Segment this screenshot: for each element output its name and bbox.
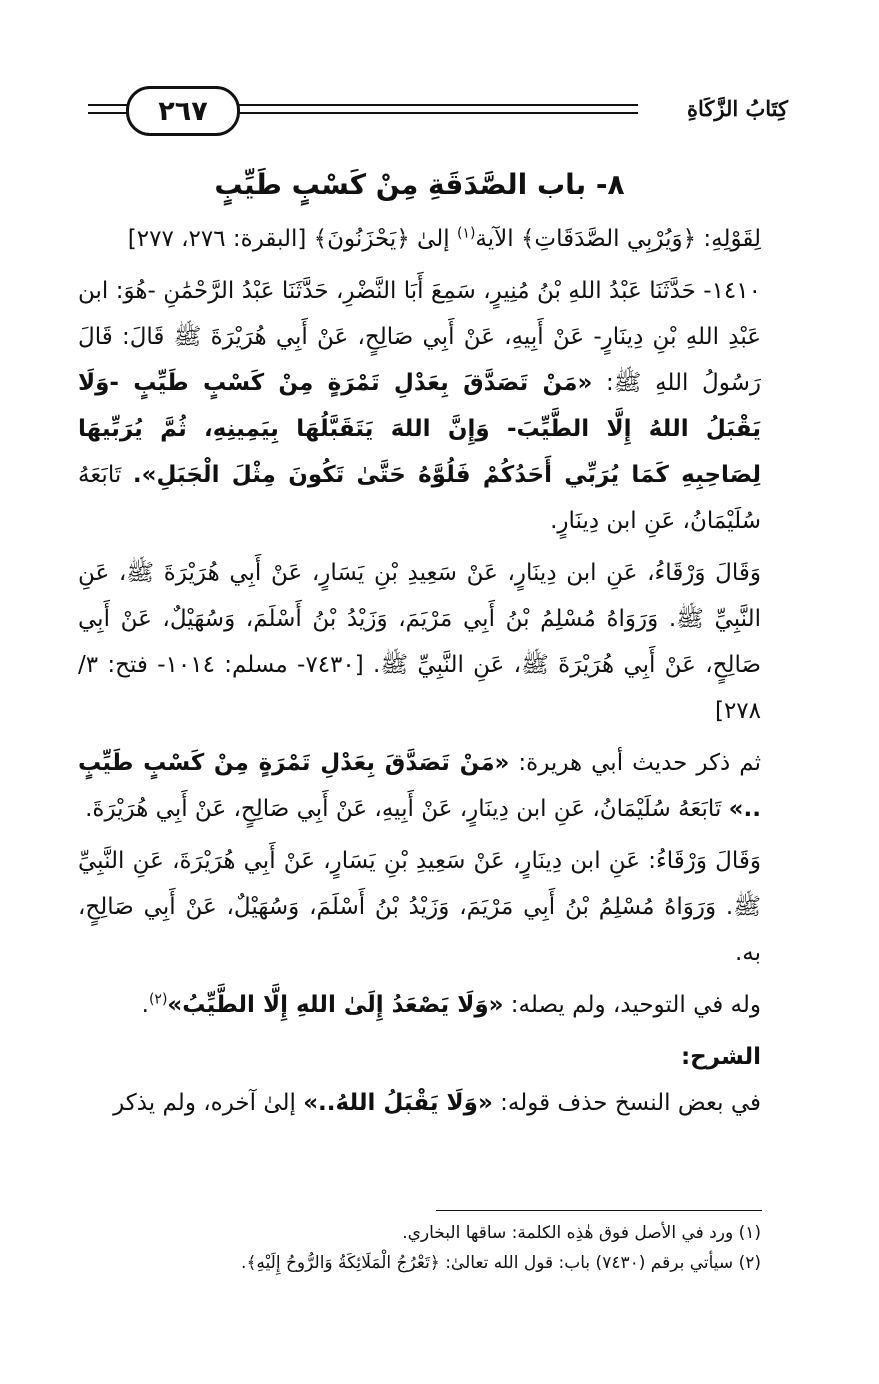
footnote-ref: (٢) <box>148 991 168 1008</box>
hadith-matn: «مَنْ تَصَدَّقَ بِعَدْلِ تَمْرَةٍ مِنْ كَسْبٍ طَيِّبٍ -وَلَا يَقْبَلُ اللهُ إِلَّا الطَّيِّبَ- وَإِنَّ اللهَ يَتَقَبَّلُهَا بِيَمِينِهِ، ثُمَّ يُرَبِّيهَا لِصَاحِبِهِ كَمَا يُرَبِّي أَحَدُكُمْ فَلُوَّهُ حَتَّىٰ تَكُونَ مِثْلَ الْجَبَلِ». <box>78 370 761 488</box>
footnote-item: (١) ورد في الأصل فوق هٰذِه الكلمة: ساقها البخاري. <box>402 1223 761 1243</box>
narration-paragraph: وَقَالَ وَرْقَاءُ، عَنِ ابن دِينَارٍ، عَنْ سَعِيدِ بْنِ يَسَارٍ، عَنْ أَبِي هُرَيْرَةَ ﷺ، عَنِ النَّبِيِّ ﷺ. وَرَوَاهُ مُسْلِمُ بْنُ أَبِي مَرْيَمَ، وَزَيْدُ بْنُ أَسْلَمَ، وَسُهَيْلٌ، عَنْ أَبِي صَالِحٍ، عَنْ أَبِي هُرَيْرَةَ ﷺ، عَنِ النَّبِيِّ ﷺ. [٧٤٣٠- مسلم: ١٠١٤- فتح: ٣/ ٢٧٨] <box>78 560 762 724</box>
hadith-tail: تَابَعَهُ سُلَيْمَانُ، عَنِ ابن دِينَارٍ. <box>78 462 761 534</box>
verse-text: لِقَوْلِهِ: ﴿وَيُرْبِي الصَّدَقَاتِ﴾ الآية <box>475 226 761 252</box>
page-number: ٢٦٧ <box>126 86 240 136</box>
hadith-matn: «وَلَا يَقْبَلُ اللهُ..» <box>303 1090 493 1116</box>
header-rule <box>198 104 638 106</box>
verse-text: إلىٰ ﴿يَحْزَنُونَ﴾ [البقرة: ٢٧٦، ٢٧٧] <box>127 226 457 252</box>
main-text <box>78 160 761 1132</box>
sharh-heading: الشرح: <box>680 1044 761 1070</box>
narration-paragraph: وَقَالَ وَرْقَاءُ: عَنِ ابن دِينَارٍ، عَنْ سَعِيدِ بْنِ يَسَارٍ، عَنْ أَبِي هُرَيْرَةَ، عَنِ النَّبِيِّ ﷺ. وَرَوَاهُ مُسْلِمُ بْنُ أَبِي مَرْيَمَ، وَزَيْدُ بْنُ أَسْلَمَ، وَسُهَيْلٌ، عَنْ أَبِي صَالِحٍ، به. <box>78 848 761 966</box>
commentary-paragraph <box>78 982 761 1028</box>
hadith-isnad: ١٤١٠- حَدَّثَنَا عَبْدُ اللهِ بْنُ مُنِيرٍ، سَمِعَ أَبَا النَّضْرِ، حَدَّثَنَا عَبْدُ الرَّحْمَٰنِ -هُوَ: ابن عَبْدِ اللهِ بْنِ دِينَارٍ- عَنْ أَبِيهِ، عَنْ أَبِي صَالِحٍ، عَنْ أَبِي هُرَيْرَةَ ﷺ قَالَ: قَالَ رَسُولُ اللهِ ﷺ: <box>78 278 762 396</box>
running-title: كِتَابُ الزَّكَاةِ <box>686 95 788 121</box>
footnote-item: (٢) سيأتي برقم (٧٤٣٠) باب: قول الله تعالىٰ: ﴿تَعْرُجُ الْمَلَائِكَةُ وَالرُّوحُ إِلَيْهِ﴾. <box>241 1253 761 1273</box>
footnotes <box>78 1218 761 1278</box>
commentary-text: في بعض النسخ حذف قوله: <box>492 1090 761 1116</box>
commentary-text: ثم ذكر حديث أبي هريرة: <box>509 750 761 776</box>
hadith-paragraph <box>78 268 761 544</box>
hadith-matn: «مَنْ تَصَدَّقَ بِعَدْلِ تَمْرَةٍ مِنْ كَسْبٍ طَيِّبٍ ..» <box>78 750 761 822</box>
commentary-text: إلىٰ آخره، ولم يذكر <box>113 1090 304 1116</box>
chapter-title: ٨- باب الصَّدَقَةِ مِنْ كَسْبٍ طَيِّبٍ <box>214 168 625 201</box>
commentary-paragraph <box>78 1080 761 1126</box>
header-rule <box>198 112 638 114</box>
commentary-paragraph <box>78 740 761 832</box>
page-header <box>88 84 788 142</box>
commentary-text: . <box>141 992 149 1018</box>
footnote-ref: (١) <box>456 225 476 242</box>
commentary-text: تَابَعَهُ سُلَيْمَانُ، عَنِ ابن دِينَارٍ، عَنْ أَبِيهِ، عَنْ أَبِي صَالِحٍ، عَنْ أَبِي هُرَيْرَةَ. <box>85 796 729 822</box>
hadith-matn: «وَلَا يَصْعَدُ إِلَىٰ اللهِ إِلَّا الطَّيِّبُ» <box>167 992 504 1018</box>
commentary-text: وله في التوحيد، ولم يصله: <box>503 992 761 1018</box>
footnote-separator <box>436 1210 762 1211</box>
verse-paragraph <box>78 216 761 262</box>
